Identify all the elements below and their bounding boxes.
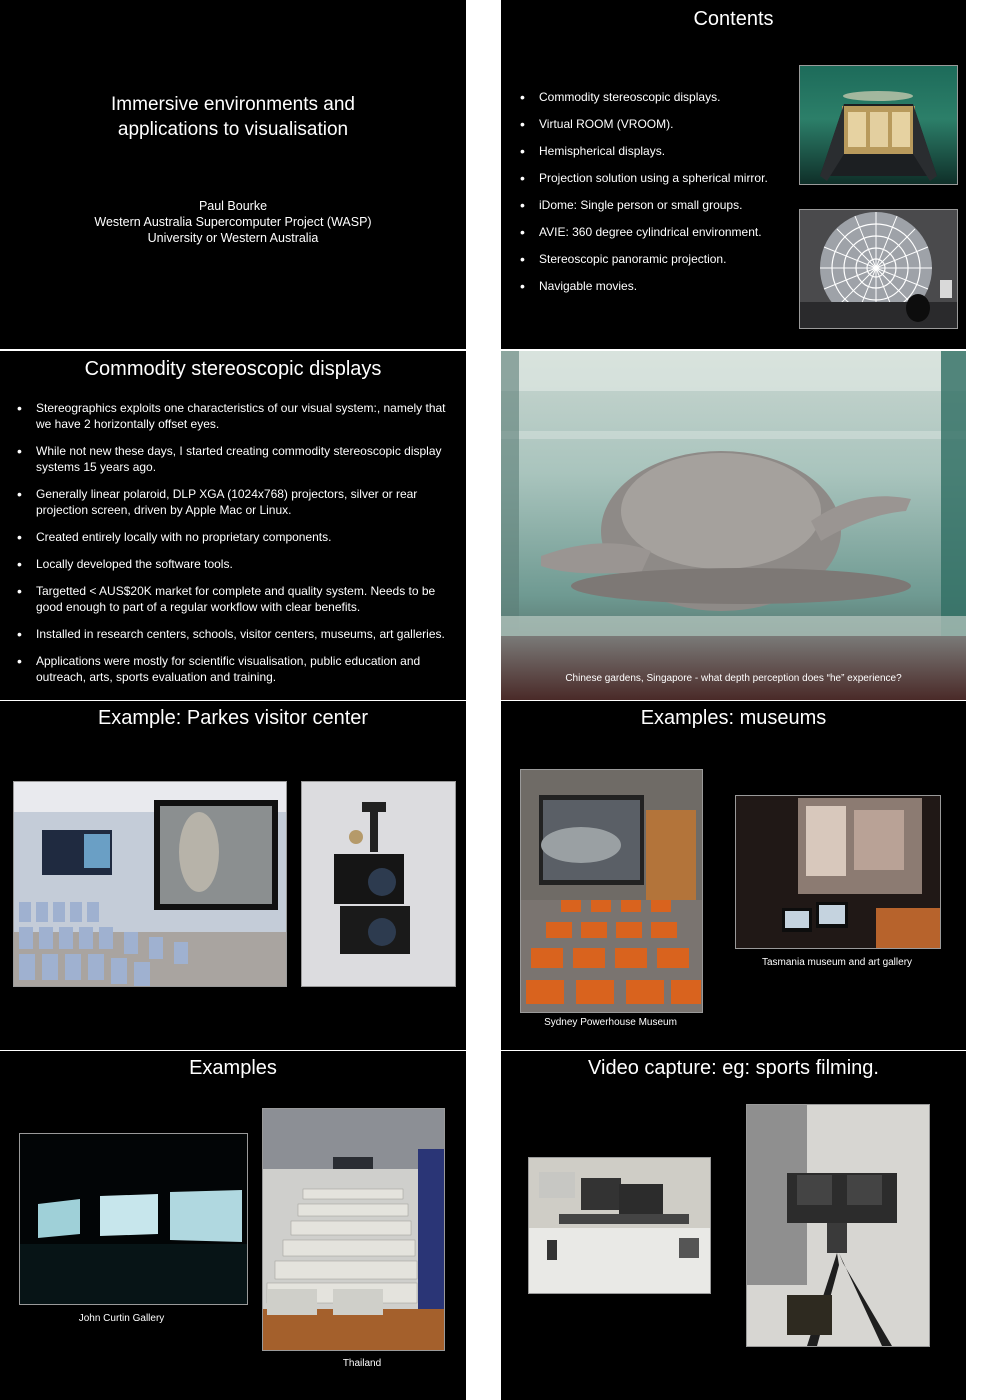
slide-commodity-stereoscopic (0, 351, 466, 700)
slide-turtle-photo (501, 351, 966, 700)
author-affiliation-1: Western Australia Supercomputer Project (WASP) (94, 215, 372, 229)
caption-right: Tasmania museum and art gallery (761, 957, 913, 968)
photo-caption: Chinese gardens, Singapore - what depth perception does “he” experience? (565, 673, 902, 684)
slide-title: Commodity stereoscopic displays (84, 358, 382, 380)
camera-rig-photo-2 (746, 1104, 930, 1347)
caption-right: Thailand (342, 1358, 382, 1369)
john-curtin-gallery-photo (19, 1133, 248, 1305)
list-item: • Created entirely locally with no proprietary components. (16, 529, 461, 545)
contents-list (519, 89, 804, 305)
list-item: • Projection solution using a spherical mirror. (519, 170, 804, 186)
cover-author-block (20, 198, 446, 246)
slide-cover (0, 0, 466, 349)
list-item: • Virtual ROOM (VROOM). (519, 116, 804, 132)
turtle-tank-photo (501, 351, 966, 700)
tasmania-museum-photo (735, 795, 941, 949)
caption-left: Sydney Powerhouse Museum (544, 1017, 677, 1028)
hemisphere-dome-photo (799, 209, 958, 329)
camera-rig-photo-1 (528, 1157, 711, 1294)
list-item: • Hemispherical displays. (519, 143, 804, 159)
list-item: • Generally linear polaroid, DLP XGA (1024x768) projectors, silver or rear projection screen, driven by Apple Mac or Linux. (16, 486, 461, 518)
cover-title (40, 92, 426, 142)
slide-contents (501, 0, 966, 349)
cover-title-line2: applications to visualisation (117, 119, 349, 140)
list-item: • Targetted < AUS$20K market for complete and quality system. Needs to be good enough to part of a regular workflow with clear benefits. (16, 583, 461, 615)
bullet-list (16, 400, 461, 696)
author-name: Paul Bourke (198, 199, 268, 213)
parkes-room-photo (13, 781, 287, 987)
list-item: • AVIE: 360 degree cylindrical environment. (519, 224, 804, 240)
slide-video-capture (501, 1051, 966, 1400)
list-item: • iDome: Single person or small groups. (519, 197, 804, 213)
list-item: • Stereoscopic panoramic projection. (519, 251, 804, 267)
slide-title: Examples: museums (640, 707, 827, 729)
slide-title: Contents (693, 8, 774, 30)
list-item: • Locally developed the software tools. (16, 556, 461, 572)
slide-museums (501, 701, 966, 1050)
list-item: • Commodity stereoscopic displays. (519, 89, 804, 105)
author-affiliation-2: University or Western Australia (147, 231, 319, 245)
parkes-projector-photo (301, 781, 456, 987)
slide-examples (0, 1051, 466, 1400)
slide-title: Example: Parkes visitor center (97, 707, 369, 729)
slide-title: Video capture: eg: sports filming. (588, 1057, 879, 1079)
list-item: • While not new these days, I started creating commodity stereoscopic display systems 15 years ago. (16, 443, 461, 475)
thailand-auditorium-photo (262, 1108, 445, 1351)
caption-left: John Curtin Gallery (78, 1313, 165, 1324)
slide-parkes (0, 701, 466, 1050)
slide-title: Examples (189, 1057, 277, 1079)
list-item: • Installed in research centers, schools, visitor centers, museums, art galleries. (16, 626, 461, 642)
cover-title-line1: Immersive environments and (111, 94, 355, 115)
list-item: • Applications were mostly for scientific visualisation, public education and outreach, arts, sports evaluation and training. (16, 653, 461, 685)
vroom-photo (799, 65, 958, 185)
powerhouse-photo (520, 769, 703, 1013)
list-item: • Navigable movies. (519, 278, 804, 294)
list-item: • Stereographics exploits one characteristics of our visual system:, namely that we have 2 horizontally offset eyes. (16, 400, 461, 432)
